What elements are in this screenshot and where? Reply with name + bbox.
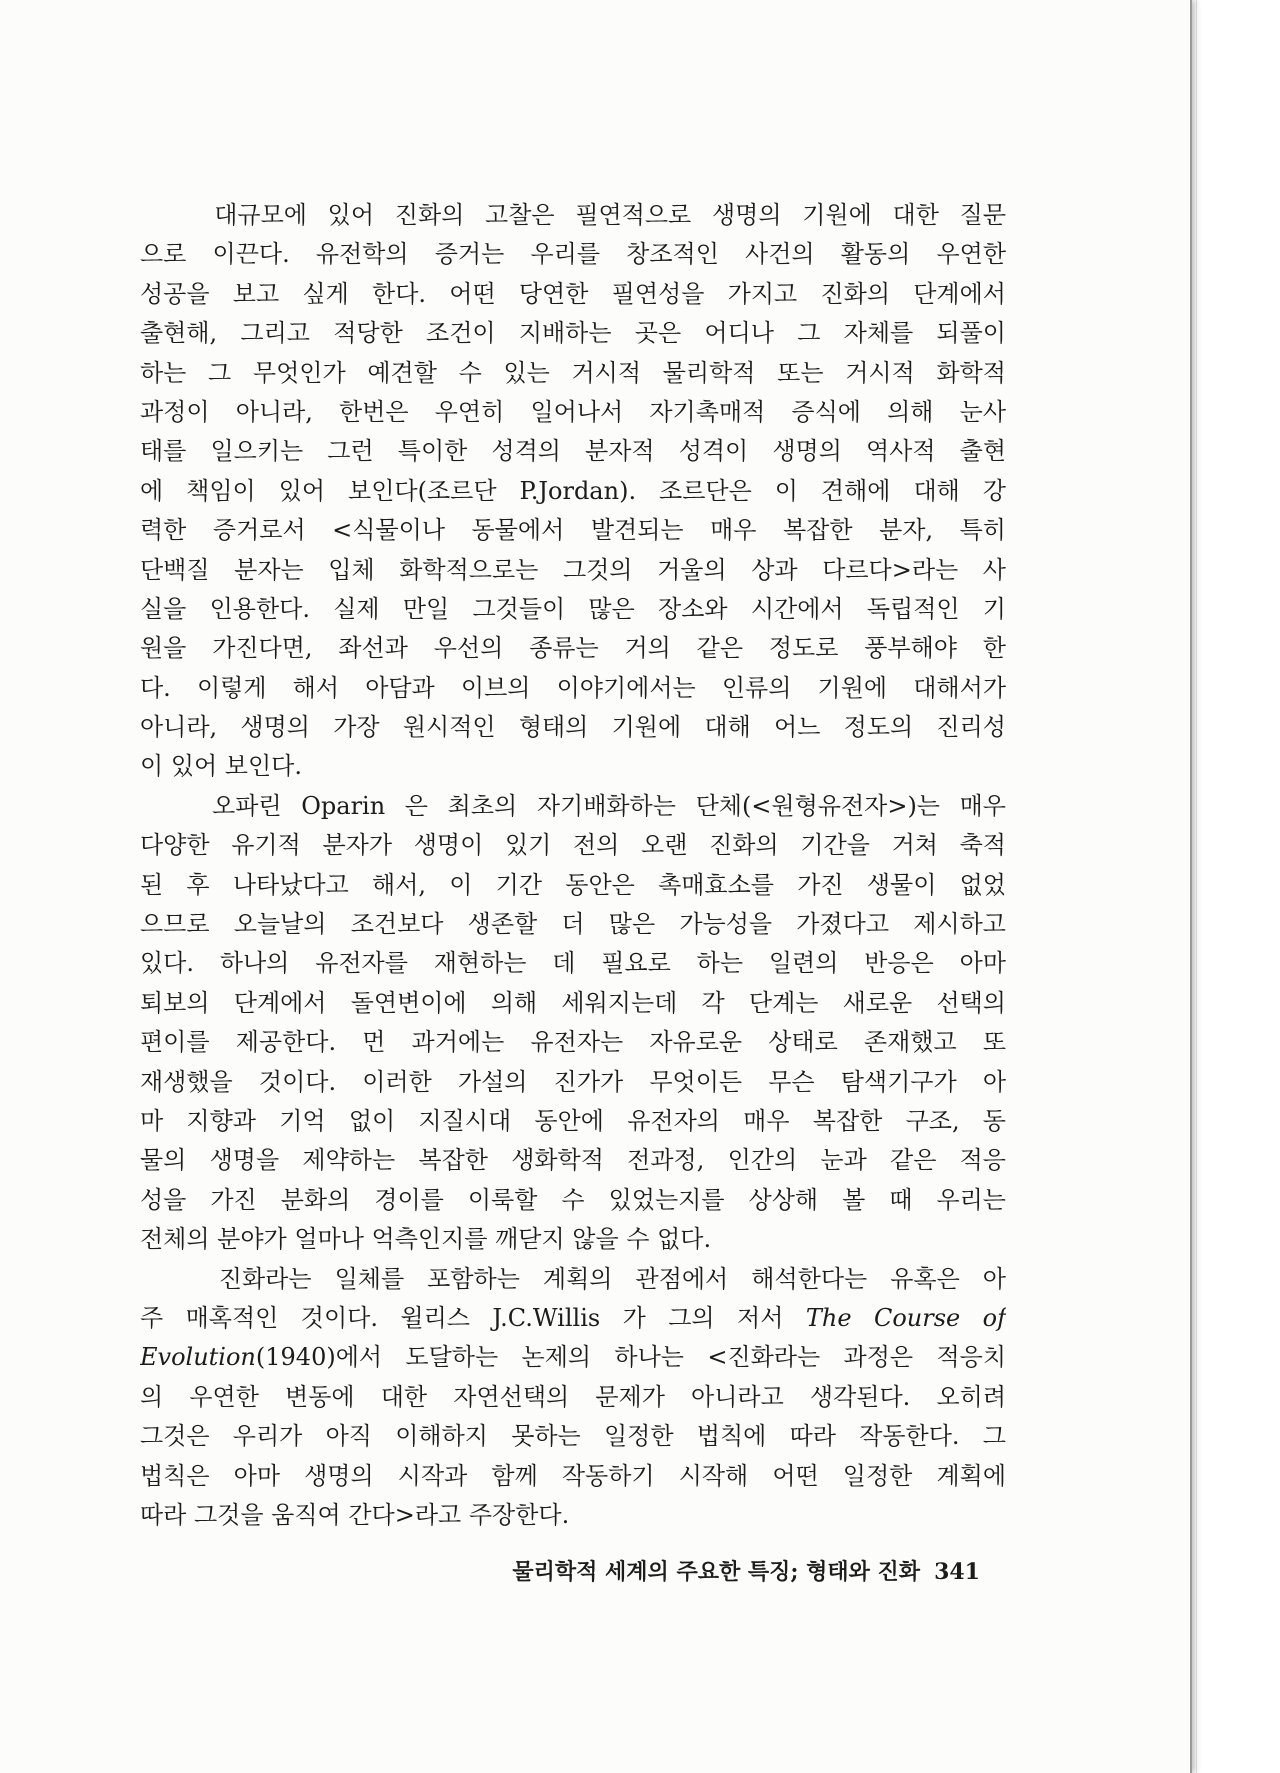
page-footer (140, 1555, 980, 1586)
text-line: 따라 그것을 움직여 간다>라고 주장한다. (140, 1500, 570, 1529)
text-line: 력한 증거로서 <식물이나 동물에서 발견되는 매우 복잡한 분자, 특히 (140, 516, 1006, 545)
text-line: 오파린 Oparin 은 최초의 자기배화하는 단체(<원형유전자>)는 매우 (140, 791, 1006, 820)
text-line: 에 책임이 있어 보인다(조르단 P.Jordan). 조르단은 이 견해에 대해 강 (140, 476, 1006, 505)
text-line (140, 1299, 1006, 1338)
text-line: 으므로 오늘날의 조건보다 생존할 더 많은 가능성을 가졌다고 제시하고 (140, 910, 1006, 939)
text-line: 아니라, 생명의 가장 원시적인 형태의 기원에 대해 어느 정도의 진리성 (140, 713, 1006, 742)
text-line: 성을 가진 분화의 경이를 이룩할 수 있었는지를 상상해 볼 때 우리는 (140, 1185, 1006, 1214)
text-line: 퇴보의 단계에서 돌연변이에 의해 세워지는데 각 단계는 새로운 선택의 (140, 988, 1006, 1017)
text-line: 이 있어 보인다. (140, 752, 302, 781)
text-line: 전체의 분야가 얼마나 억측인지를 깨닫지 않을 수 없다. (140, 1225, 712, 1254)
paragraph-origin-of-life (140, 196, 1006, 787)
text-line: 그것은 우리가 아직 이해하지 못하는 일정한 법칙에 따라 작동한다. 그 (140, 1422, 1006, 1451)
text-line: 대규모에 있어 진화의 고찰은 필연적으로 생명의 기원에 대한 질문 (140, 201, 1006, 229)
text-line: 법칙은 아마 생명의 시작과 함께 작동하기 시작해 어떤 일정한 계획에 (140, 1461, 1006, 1490)
body-text (140, 196, 1006, 1535)
text-line: 으로 이끈다. 유전학의 증거는 우리를 창조적인 사건의 활동의 우연한 (140, 240, 1006, 269)
book-title: The Course of (805, 1303, 1006, 1332)
page-number: 341 (934, 1559, 980, 1585)
text-line: 진화라는 일체를 포함하는 계획의 관점에서 해석한다는 유혹은 아 (140, 1264, 1006, 1293)
paragraph-oparin (140, 787, 1006, 1260)
text-line: 있다. 하나의 유전자를 재현하는 데 필요로 하는 일련의 반응은 아마 (140, 949, 1006, 978)
text-line: 물의 생명을 제약하는 복잡한 생화학적 전과정, 인간의 눈과 같은 적응 (140, 1146, 1006, 1175)
book-title: Evolution (140, 1343, 256, 1372)
text-line: 실을 인용한다. 실제 만일 그것들이 많은 장소와 시간에서 독립적인 기 (140, 594, 1006, 623)
text-line: 하는 그 무엇인가 예견할 수 있는 거시적 물리학적 또는 거시적 화학적 (140, 358, 1006, 387)
text-line: 된 후 나타났다고 해서, 이 기간 동안은 촉매효소를 가진 생물이 없었 (140, 870, 1006, 899)
text-line: 태를 일으키는 그런 특이한 성격의 분자적 성격이 생명의 역사적 출현 (140, 437, 1006, 466)
text-segment: (1940)에서 도달하는 논제의 하나는 <진화라는 과정은 적응치 (255, 1343, 1006, 1372)
text-line: 다양한 유기적 분자가 생명이 있기 전의 오랜 진화의 기간을 거쳐 축적 (140, 831, 1006, 860)
text-line: 과정이 아니라, 한번은 우연히 일어나서 자기촉매적 증식에 의해 눈사 (140, 397, 1006, 426)
text-line: 단백질 분자는 입체 화학적으로는 그것의 거울의 상과 다르다>라는 사 (140, 555, 1006, 584)
text-line: 성공을 보고 싶게 한다. 어떤 당연한 필연성을 가지고 진화의 단계에서 (140, 279, 1006, 308)
paragraph-willis (140, 1260, 1006, 1536)
text-line (140, 1338, 1006, 1377)
text-line: 의 우연한 변동에 대한 자연선택의 문제가 아니라고 생각된다. 오히려 (140, 1382, 1006, 1411)
text-line: 다. 이렇게 해서 아담과 이브의 이야기에서는 인류의 기원에 대해서가 (140, 673, 1006, 702)
text-line: 출현해, 그리고 적당한 조건이 지배하는 곳은 어디나 그 자체를 되풀이 (140, 319, 1006, 348)
text-line: 원을 가진다면, 좌선과 우선의 종류는 거의 같은 정도로 풍부해야 한 (140, 634, 1006, 663)
text-line: 재생했을 것이다. 이러한 가설의 진가가 무엇이든 무슨 탐색기구가 아 (140, 1067, 1006, 1096)
page-edge-divider (1196, 0, 1197, 1773)
running-title: 물리학적 세계의 주요한 특징; 형태와 진화 (512, 1559, 921, 1585)
text-segment: 주 매혹적인 것이다. 윌리스 J.C.Willis 가 그의 저서 (140, 1303, 784, 1332)
text-line: 편이를 제공한다. 먼 과거에는 유전자는 자유로운 상태로 존재했고 또 (140, 1028, 1006, 1057)
text-line: 마 지향과 기억 없이 지질시대 동안에 유전자의 매우 복잡한 구조, 동 (140, 1106, 1006, 1135)
